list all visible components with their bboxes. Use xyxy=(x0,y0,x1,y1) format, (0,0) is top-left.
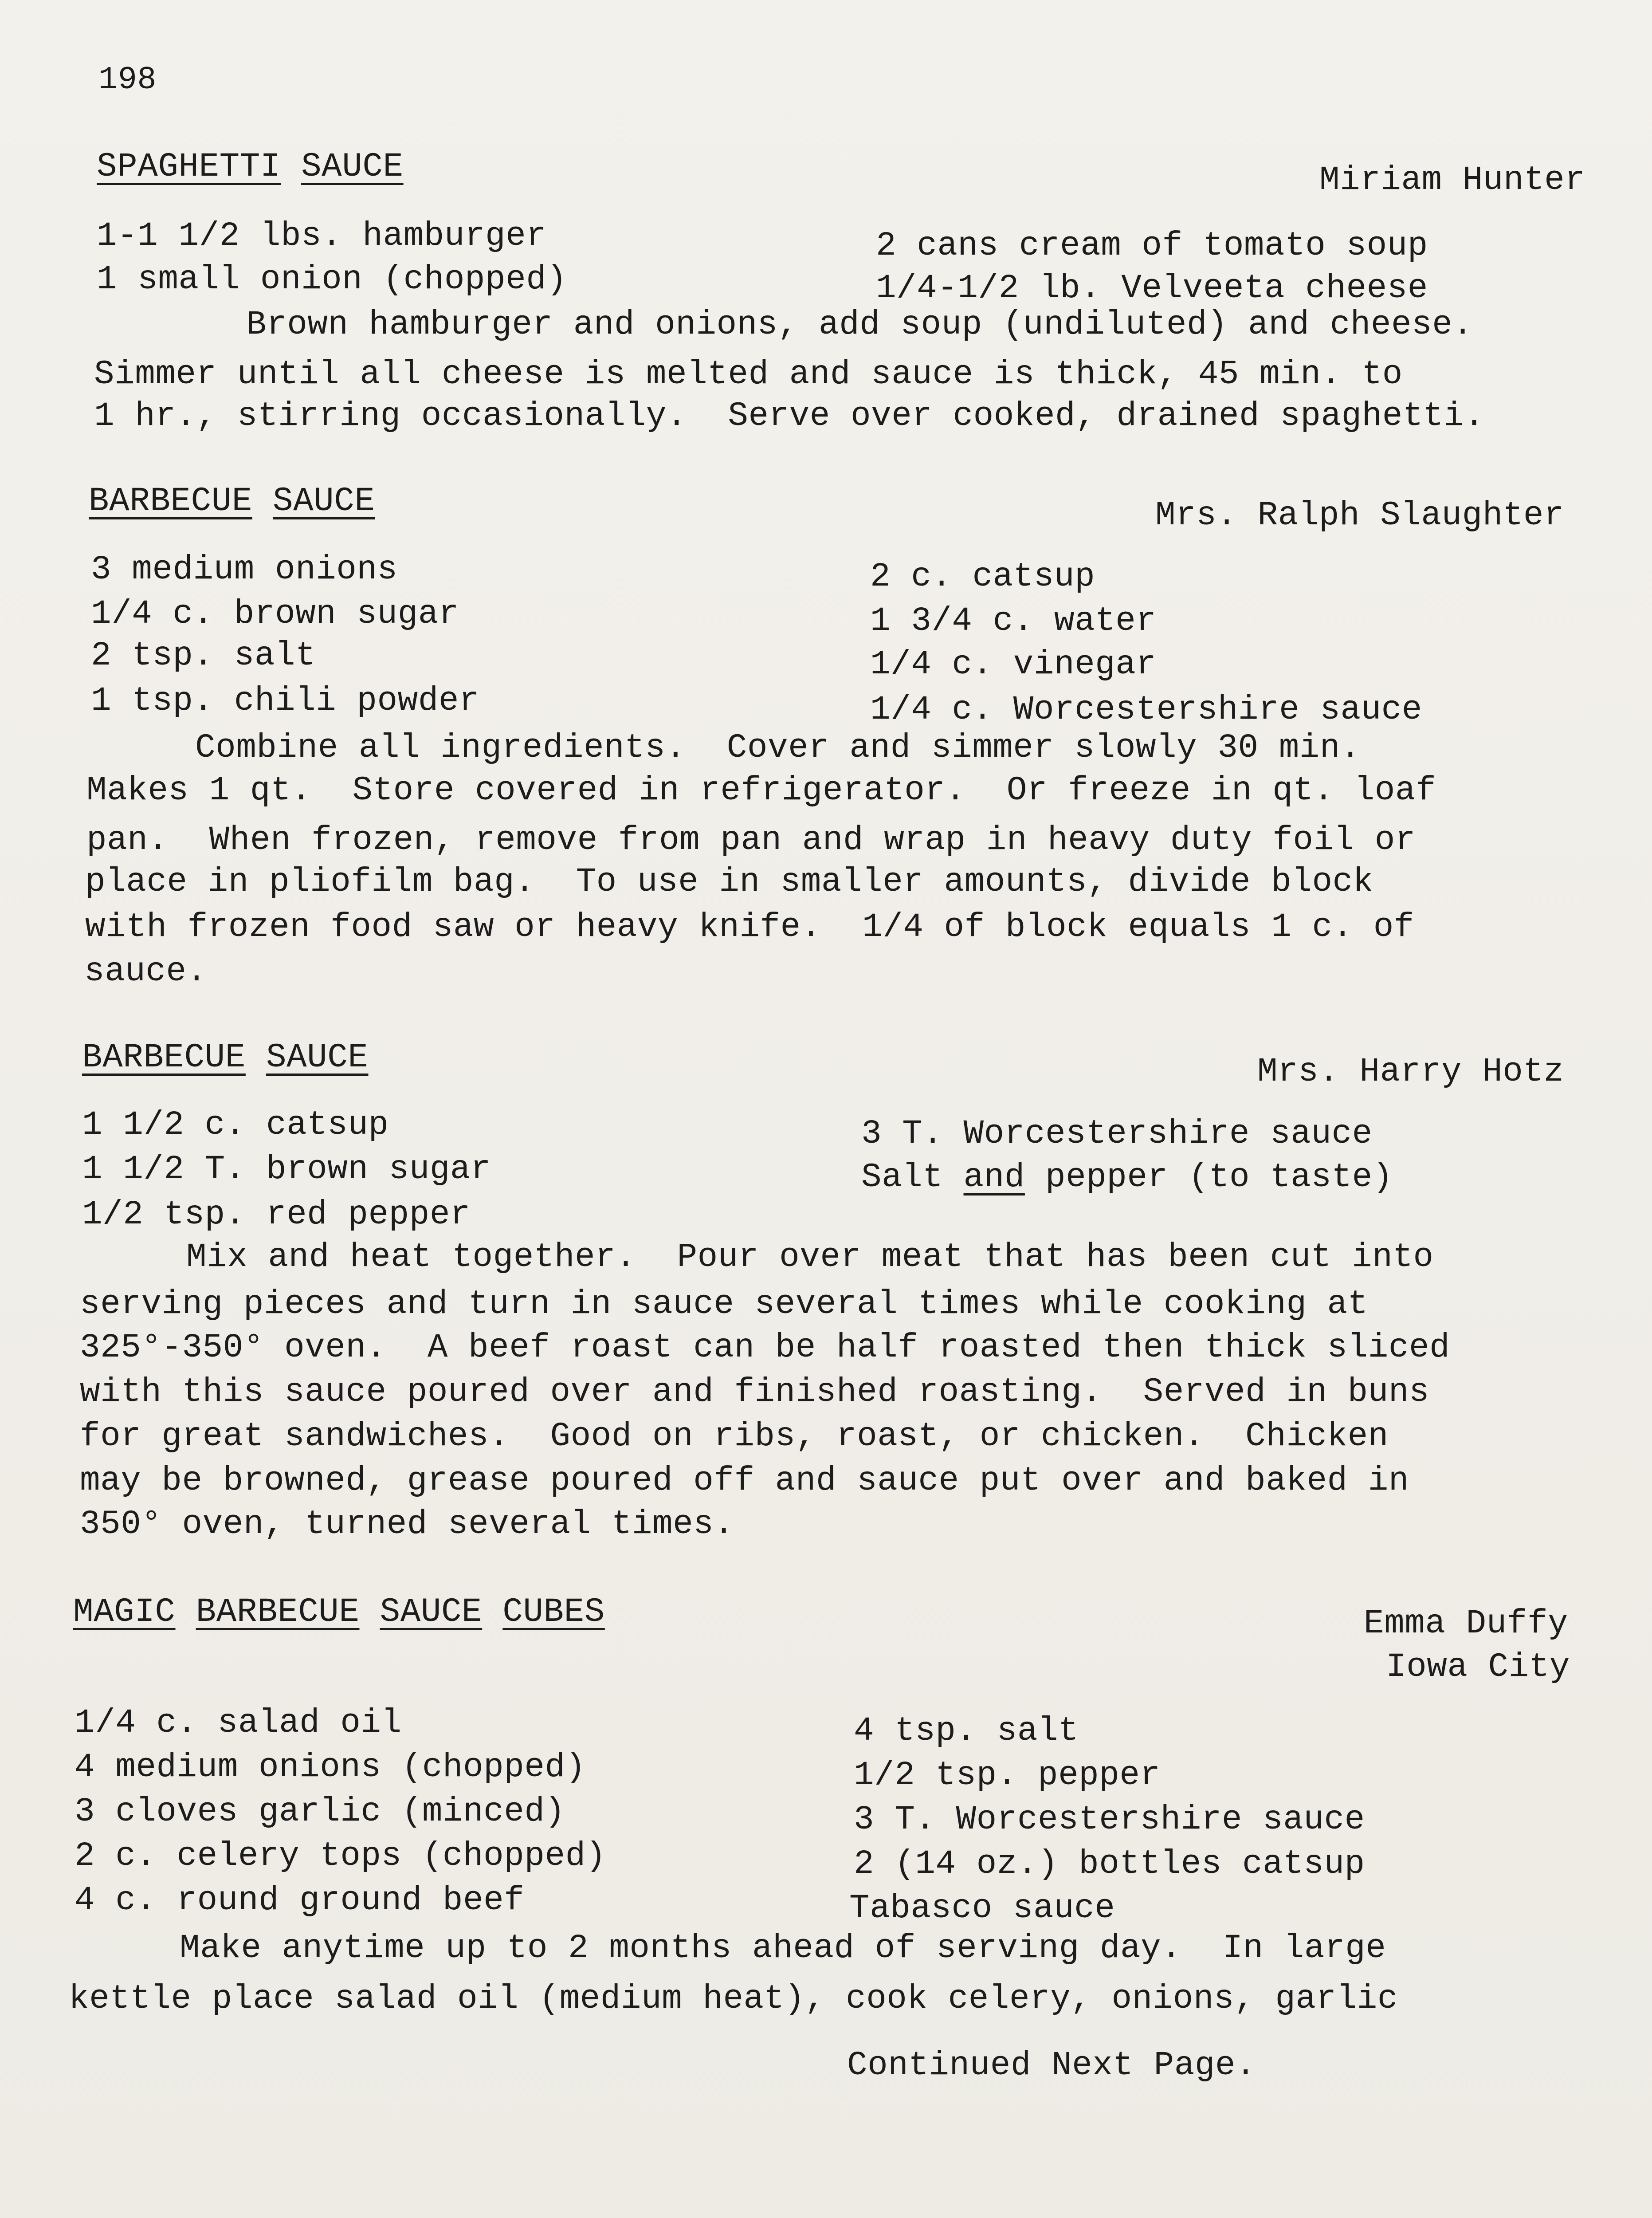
direction-line: kettle place salad oil (medium heat), cook celery, onions, garlic xyxy=(69,1980,1398,2018)
contributor-name: Mrs. Ralph Slaughter xyxy=(1155,496,1565,535)
ingredient-right: 3 T. Worcestershire sauce xyxy=(861,1115,1373,1153)
recipe-title: BARBECUE SAUCE xyxy=(82,1038,369,1077)
ingredient-left: 1/4 c. brown sugar xyxy=(91,595,459,633)
ingredient-right: 1/4 c. vinegar xyxy=(870,645,1157,684)
contributor-city: Iowa City xyxy=(1386,1648,1570,1686)
ingredient-right: 1/4 c. Worcestershire sauce xyxy=(870,691,1422,729)
ingredient-right: 1 3/4 c. water xyxy=(870,602,1157,640)
ingredient-right: Salt and pepper (to taste) xyxy=(861,1158,1393,1196)
continued-note: Continued Next Page. xyxy=(847,2046,1256,2084)
direction-line: Simmer until all cheese is melted and sauce is thick, 45 min. to xyxy=(94,355,1403,393)
ingredient-left: 1 1/2 T. brown sugar xyxy=(82,1150,491,1188)
direction-line: serving pieces and turn in sauce several times while cooking at xyxy=(80,1285,1368,1323)
direction-line: Mix and heat together. Pour over meat that has been cut into xyxy=(186,1238,1434,1276)
ingredient-left: 3 medium onions xyxy=(91,551,398,589)
ingredient-right: 2 cans cream of tomato soup xyxy=(876,227,1428,265)
ingredient-right: Tabasco sauce xyxy=(849,1889,1115,1927)
ingredient-left: 3 cloves garlic (minced) xyxy=(75,1793,565,1831)
ingredient-left: 1/2 tsp. red pepper xyxy=(82,1196,471,1234)
contributor-name: Mrs. Harry Hotz xyxy=(1257,1053,1564,1091)
recipe-title: BARBECUE SAUCE xyxy=(89,482,375,520)
ingredient-left: 2 tsp. salt xyxy=(91,637,316,675)
ingredient-left: 1/4 c. salad oil xyxy=(75,1704,402,1742)
ingredient-right: 1/4-1/2 lb. Velveeta cheese xyxy=(876,269,1428,307)
recipe-title: SPAGHETTI SAUCE xyxy=(97,148,404,186)
direction-line: place in pliofilm bag. To use in smaller amounts, divide block xyxy=(85,863,1373,901)
direction-line: pan. When frozen, remove from pan and wrap in heavy duty foil or xyxy=(86,821,1416,859)
direction-line: 1 hr., stirring occasionally. Serve over cooked, drained spaghetti. xyxy=(94,397,1485,435)
direction-line: may be browned, grease poured off and sauce put over and baked in xyxy=(80,1462,1409,1500)
direction-line: Makes 1 qt. Store covered in refrigerator. Or freeze in qt. loaf xyxy=(86,771,1436,810)
contributor-name: Miriam Hunter xyxy=(1319,161,1585,199)
direction-line: with frozen food saw or heavy knife. 1/4 of block equals 1 c. of xyxy=(85,908,1414,946)
ingredient-left: 1 1/2 c. catsup xyxy=(82,1106,389,1144)
ingredient-left: 4 medium onions (chopped) xyxy=(75,1748,586,1786)
contributor-name: Emma Duffy xyxy=(1364,1605,1569,1643)
direction-line: for great sandwiches. Good on ribs, roast, or chicken. Chicken xyxy=(80,1417,1389,1455)
ingredient-right: 4 tsp. salt xyxy=(854,1712,1079,1750)
direction-line: with this sauce poured over and finished roasting. Served in buns xyxy=(80,1373,1430,1411)
ingredient-right: 3 T. Worcestershire sauce xyxy=(854,1801,1365,1839)
recipe-title: MAGIC BARBECUE SAUCE CUBES xyxy=(73,1593,605,1631)
ingredient-right: 2 (14 oz.) bottles catsup xyxy=(854,1845,1365,1883)
ingredient-left: 1 small onion (chopped) xyxy=(97,260,567,299)
direction-line: 325°-350° oven. A beef roast can be half roasted then thick sliced xyxy=(80,1329,1450,1367)
ingredient-right: 2 c. catsup xyxy=(870,558,1095,596)
ingredient-left: 1-1 1/2 lbs. hamburger xyxy=(97,217,547,255)
direction-line: 350° oven, turned several times. xyxy=(80,1505,734,1543)
direction-line: Combine all ingredients. Cover and simmer slowly 30 min. xyxy=(195,729,1361,767)
ingredient-right: 1/2 tsp. pepper xyxy=(854,1756,1161,1794)
page-number: 198 xyxy=(98,62,157,98)
direction-line: sauce. xyxy=(84,952,207,991)
direction-line: Brown hamburger and onions, add soup (undiluted) and cheese. xyxy=(246,306,1473,344)
ingredient-left: 1 tsp. chili powder xyxy=(91,682,480,720)
direction-line: Make anytime up to 2 months ahead of serving day. In large xyxy=(180,1929,1386,1967)
ingredient-left: 2 c. celery tops (chopped) xyxy=(75,1837,606,1875)
ingredient-left: 4 c. round ground beef xyxy=(75,1881,525,1919)
